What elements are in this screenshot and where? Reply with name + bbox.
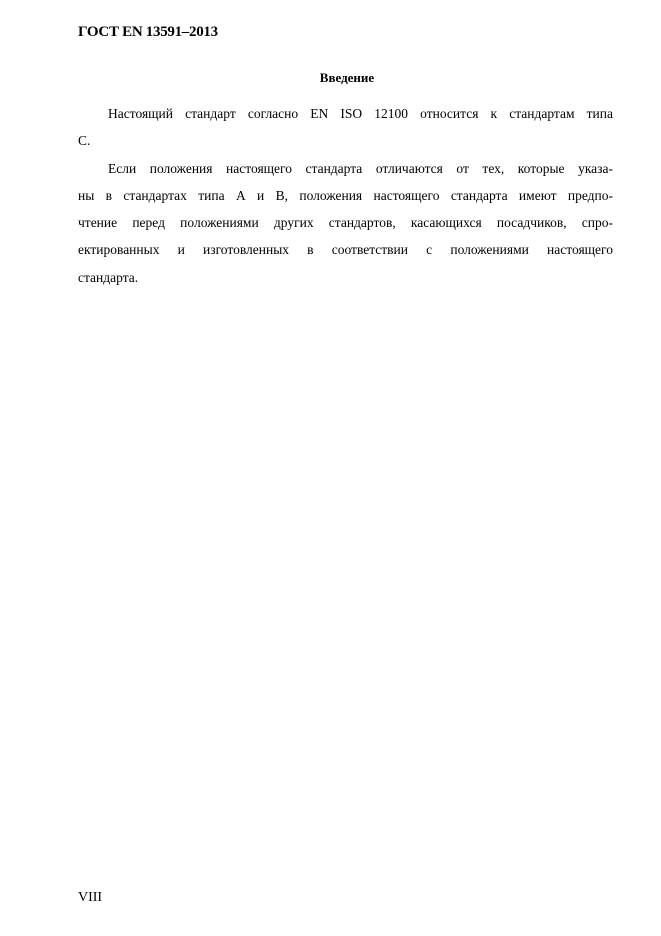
document-body	[78, 103, 613, 294]
text-line: Если положения настоящего стандарта отличаются от тех, которые указа-	[108, 160, 613, 176]
paragraph	[78, 103, 613, 158]
text-line: Настоящий стандарт согласно EN ISO 12100 относится к стандартам типа	[108, 106, 613, 121]
paragraph	[78, 158, 613, 294]
page-number: VIII	[78, 890, 103, 905]
document-header: ГОСТ EN 13591–2013	[78, 24, 218, 40]
text-line: чтение перед положениями других стандартов, касающихся посадчиков, спро-	[78, 215, 613, 231]
section-title: Введение	[319, 70, 375, 85]
text-line: ектированных и изготовленных в соответствии с положениями настоящего	[78, 242, 613, 258]
text-line: С.	[78, 133, 91, 149]
text-line: стандарта.	[78, 269, 139, 285]
text-line: ны в стандартах типа А и В, положения настоящего стандарта имеют предпо-	[78, 187, 613, 203]
